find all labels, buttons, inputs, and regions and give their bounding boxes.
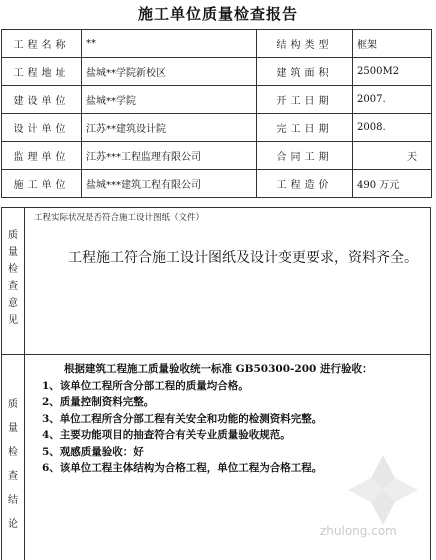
field-value: 天: [353, 142, 432, 170]
watermark-logo: [333, 450, 433, 530]
side-label-char: 查: [8, 281, 18, 292]
info-row: [2, 142, 432, 170]
field-label: 工程地址: [2, 58, 82, 86]
field-label: 监理单位: [2, 142, 82, 170]
field-value: 盐城***建筑工程有限公司: [82, 170, 257, 198]
field-value: 江苏**建筑设计院: [82, 114, 257, 142]
field-value: 江苏***工程监理有限公司: [82, 142, 257, 170]
conclusion-item: 3、单位工程所含分部工程有关安全和功能的检测资料完整。: [42, 412, 323, 425]
field-label: 结构类型: [257, 30, 353, 58]
page-title: 施工单位质量检查报告: [137, 5, 298, 23]
conclusion-item: 2、质量控制资料完整。: [42, 396, 155, 408]
field-value: 盐城**学院: [82, 86, 257, 114]
side-label-char: 量: [8, 247, 18, 258]
conclusion-side-label: [2, 355, 25, 560]
field-label: 开工日期: [257, 86, 353, 114]
side-label-char: 质: [8, 399, 18, 410]
quality-check-opinion-section: [1, 207, 431, 355]
field-label: 工程造价: [257, 170, 353, 198]
opinion-text: 工程施工符合施工设计图纸及设计变更要求，资料齐全。: [68, 250, 418, 266]
side-label-char: 检: [8, 447, 18, 458]
project-info-table: [1, 29, 432, 198]
side-label-char: 意: [8, 298, 18, 309]
conclusion-item: 6、该单位工程主体结构为合格工程，单位工程为合格工程。: [42, 462, 323, 474]
field-value: 盐城**学院新校区: [82, 58, 257, 86]
field-label: 建筑面积: [257, 58, 353, 86]
opinion-side-label: [2, 208, 25, 354]
field-label: 设计单位: [2, 114, 82, 142]
side-label-char: 检: [8, 264, 18, 275]
conclusion-item: 1、该单位工程所含分部工程的质量均合格。: [42, 379, 249, 392]
info-row: [2, 30, 432, 58]
side-label-char: 论: [8, 519, 18, 530]
field-label: 合同工期: [257, 142, 353, 170]
info-row: [2, 170, 432, 198]
field-value: 490 万元: [353, 170, 432, 198]
field-value: 2500M2: [353, 58, 432, 86]
field-value: 2008.: [353, 114, 432, 142]
side-label-char: 结: [8, 495, 18, 506]
watermark-text: zhulong.com: [320, 524, 397, 538]
side-label-char: 量: [8, 423, 18, 434]
field-value: **: [82, 30, 257, 58]
conclusion-item: 4、主要功能项目的抽查符合有关专业质量验收规范。: [42, 429, 291, 441]
info-row: [2, 86, 432, 114]
info-row: [2, 114, 432, 142]
side-label-char: 质: [8, 230, 18, 241]
field-label: 完工日期: [257, 114, 353, 142]
field-value: 框架: [353, 30, 432, 58]
side-label-char: 查: [8, 471, 18, 482]
field-label: 施工单位: [2, 170, 82, 198]
info-row: [2, 58, 432, 86]
field-label: 工程名称: [2, 30, 82, 58]
field-label: 建设单位: [2, 86, 82, 114]
side-label-char: 见: [8, 315, 18, 326]
conclusion-heading: 根据建筑工程施工质量验收统一标准 GB50300-200 进行验收：: [64, 363, 373, 375]
opinion-note: 工程实际状况是否符合施工设计图纸（文件）: [34, 213, 205, 223]
conclusion-item: 5、观感质量验收：好: [42, 445, 144, 458]
field-value: 2007.: [353, 86, 432, 114]
